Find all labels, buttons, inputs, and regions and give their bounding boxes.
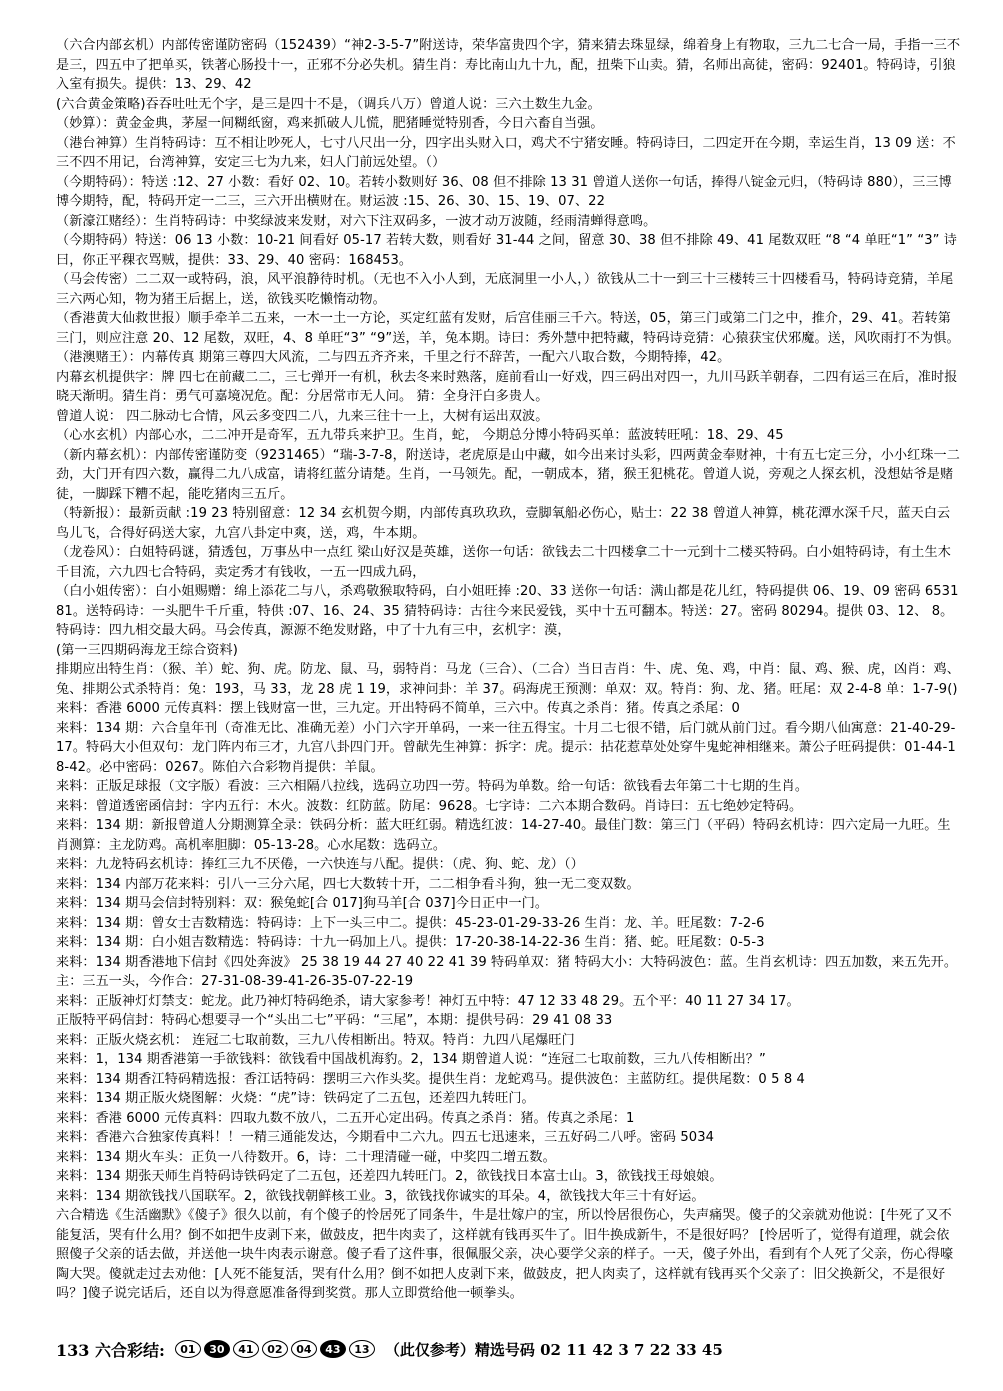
text-paragraph: （港澳赌王）：内幕传真 期第三尊四大风流，二与四五齐齐来，千里之行不辞苦，一配六八取合数，今期特捧，42。 bbox=[56, 350, 731, 365]
text-paragraph: 来料：134 期：六合皇年刊（奇准无比、准确无差）小门六字开单码，一来一往五得宝。十月二七很不错，后门就从前门过。看今期八仙寓意：21-40-29-17。特码大小但双句：龙门阵内布三才，九宫八卦四门开。曾献先生神算：拆字：虎。提示：拈花惹草处处穿牛鬼蛇神相继来。萧公子旺码提供：01-44-18-42。必中密码：0267。陈伯六合彩物肖提供：羊鼠。 bbox=[56, 720, 956, 775]
result-ball: 43 bbox=[320, 1340, 346, 1358]
text-paragraph: （六合内部玄机）内部传密谨防密码（152439）“神2-3-5-7”附送诗，荣华富贵四个字，猜来猜去珠显绿，绵着身上有物取，三九二七合一局，手指一三不是三，四五中了把单买，铁著心肠投十一，正邪不分必失机。猜生肖：寿比南山九十九，配，扭柴下山卖。猜，名师出高徒，密码：92401。特码诗，引狼入室有损失。提供：13、29、42 bbox=[56, 38, 961, 92]
text-paragraph: （特新报）：最新贡献 :19 23 特别留意：12 34 玄机贺今期，内部传真玖玖玖，壹脚氧船必伤心，贴士：22 38 曾道人神算，桃花潭水深千尺，蓝天白云鸟儿飞，合得好码送大家，九宫八卦定中爽，送，鸡，牛本期。 bbox=[56, 506, 951, 541]
text-paragraph: （龙卷风）：白姐特码谜，猜透包，万事丛中一点红 梁山好汉是英雄，送你一句话：欲钱去二十四楼拿二十一元到十二楼买特码。白小姐特码诗，有土生木千目流，六九四七合特码，卖定秀才有钱收，一五一四成九码， bbox=[56, 545, 951, 580]
text-paragraph: （今期特码）特送：06 13 小数：10-21 间看好 05-17 若转大数，则看好 31-44 之间，留意 30、38 但不排除 49、41 尾数双旺 “8 “4 单旺“1” “3” 诗曰，你正平稞衣骂贼，提供：33、29、40 密码：168453。 bbox=[56, 233, 957, 268]
result-ball: 04 bbox=[291, 1340, 317, 1358]
text-paragraph: 曾道人说： 四二脉动七合情，风云多变四二八，九来三往十一上，大树有运出双波。 bbox=[56, 408, 549, 424]
result-note: （此仅参考）精选号码 02 11 42 3 7 22 33 45 bbox=[384, 1340, 723, 1359]
text-paragraph: 来料：134 期香港地下信封《四处奔波》 25 38 19 44 27 40 22 41 39 特码单双：猪 特码大小：大特码波色：蓝。生肖玄机诗：四五加数，来五先开。主：三五一头，今作合：27-31-08-39-41-26-35-07-22-19 bbox=[56, 954, 958, 989]
text-paragraph: 来料：正版神灯灯禁支：蛇龙。此乃神灯特码绝杀，请大家参考！神灯五中特：47 12 33 48 29。五个平：40 11 27 34 17。 bbox=[56, 993, 800, 1009]
text-paragraph: 来料：曾道透密函信封：字内五行：木火。波数：红防蓝。防尾：9628。七字诗：二六本期合数码。肖诗曰：五七绝妙定特码。 bbox=[56, 798, 803, 814]
result-ball: 13 bbox=[349, 1340, 375, 1358]
text-paragraph: （妙算）：黄金金典，茅屋一间糊纸窗，鸡来抓破人儿慌，肥猪睡觉特别香，今日六畜自当强。 bbox=[56, 116, 604, 131]
text-paragraph: 来料：134 内部万花来料：引八一三分六尾，四七大数转十开，二二相争看斗狗，独一无二变双数。 bbox=[56, 876, 640, 892]
text-paragraph: 来料：香港 6000 元传真料：四取九数不放八，二五开心定出码。传真之杀肖：猪。传真之杀尾：1 bbox=[56, 1110, 635, 1126]
document-body bbox=[56, 36, 961, 1304]
text-paragraph: 来料：134 期欲钱找八国联军。2，欲钱找朝鲜核工业。3，欲钱找你诚实的耳朵。4，欲钱找大年三十有好运。 bbox=[56, 1188, 705, 1204]
text-paragraph: 来料：1，134 期香港第一手欲钱料：欲钱看中国战机海豹。2，134 期曾道人说：“连冠二七取前数，三九八传相断出？” bbox=[56, 1052, 766, 1067]
text-paragraph: 来料：134 期：白小姐吉数精选：特码诗：十九一码加上八。提供：17-20-38-14-22-36 生肖：猪、蛇。旺尾数：0-5-3 bbox=[56, 935, 765, 950]
result-footer bbox=[56, 1336, 961, 1362]
result-lead: 133 六合彩结: bbox=[56, 1340, 165, 1360]
result-ball: 30 bbox=[204, 1340, 230, 1358]
text-paragraph: (六合黄金策略)吞吞吐吐无个字，是三是四十不是，（调兵八万）曾道人说：三六土数生九金。 bbox=[56, 96, 601, 112]
text-paragraph: 来料：134 期正版火烧图解：火烧：“虎”诗：铁码定了二五包，还差四九转旺门。 bbox=[56, 1091, 535, 1106]
text-paragraph: （港台神算）生肖特码诗：互不相让吵死人，七寸八尺出一分，四字出头财入口，鸡犬不宁猪安睡。特码诗曰，二四定开在今期，幸运生肖，13 09 送：不三不四不用记，台湾神算，安定三七为九来，妇人门前远处望。（） bbox=[56, 135, 956, 170]
text-paragraph: （今期特码）：特送 :12、27 小数：看好 02、10。若转小数则好 36、08 但不排除 13 31 曾道人送你一句话，捧得八锭金元归，（特码诗 880），三三博博今期特，配，特码开定一二三，三六开出横财在。财运波 :15、26、30、15、19、07、22 bbox=[56, 174, 952, 209]
text-paragraph: (第一三四期码海龙王综合资料) bbox=[56, 642, 238, 658]
text-paragraph: 内幕玄机提供字：牌 四七在前藏二二，三七弹开一有机，秋去冬来时熟落，庭前看山一好戏，四三码出对四一，九川马跃羊朝春，二四有运三在后，准时报晓天渐明。猜生肖：勇气可嘉境况危。配：分居常市无人问。 猜：全身汗白多贵人。 bbox=[56, 369, 958, 404]
text-paragraph: 六合精选《生活幽默》《傻子》很久以前，有个傻子的怜居死了同条牛，牛是壮嫁户的宝，所以怜居很伤心，失声痛哭。傻子的父亲就劝他说：[牛死了又不能复活，哭有什么用？倒不如把牛皮剥下来，做鼓皮，把牛肉卖了，这样就有钱再买牛了。旧牛换成新牛，不是很好吗？ [怜居听了，觉得有道理，就会依照傻子父亲的话去做，并送他一块牛肉表示谢意。傻子看了这件事，很佩服父亲，决心要学父亲的样子。一天，傻子外出，看到有个人死了父亲，伤心得嚎陶大哭。傻就走过去劝他：[人死不能复活，哭有什么用？倒不如把人皮剥下来，做鼓皮，把人肉卖了，这样就有钱再买个父亲了：旧父换新父，不是很好吗？]傻子说完话后，还自以为得意愿准备得到奖赏。那人立即赏给他一顿拳头。 bbox=[56, 1208, 954, 1301]
text-paragraph: 来料：134 期火车头：正负一八待数开。6，诗：二十理清碰一碰，中奖四二增五数。 bbox=[56, 1149, 556, 1165]
text-paragraph: 来料：香港 6000 元传真料：摆上钱财富一世，三九定。开出特码不简单，三六中。传真之杀肖：猪。传真之杀尾：0 bbox=[56, 701, 740, 716]
text-paragraph: 来料：134 期马会信封特别料：双：猴兔蛇[合 017]狗马羊[合 037]今日正中一门。 bbox=[56, 896, 549, 911]
text-paragraph: 来料：134 期：曾女士吉数精选：特码诗：上下一头三中二。提供：45-23-01-29-33-26 生肖：龙、羊。旺尾数：7-2-6 bbox=[56, 915, 765, 931]
text-paragraph: 排期应出特生肖：（猴、羊）蛇、狗、虎。防龙、鼠、马，弱特肖：马龙（三合）、（二合）当日吉肖：牛、虎、兔、鸡，中肖：鼠、鸡、猴、虎，凶肖：鸡、兔、排期公式杀特肖：兔：193，马 33，龙 28 虎 1 19，求神问卦：羊 37。码海虎王预测：单双：双。特肖：狗、龙、猪。旺尾：双 2-4-8 单：1-7-9() bbox=[56, 662, 960, 697]
text-paragraph: 来料：134 期张天师生肖特码诗铁码定了二五包，还差四九转旺门。2，欲钱找日本富士山。3，欲钱找王母娘娘。 bbox=[56, 1169, 723, 1184]
text-paragraph: （香港黄大仙救世报）顺手牵羊二五来，一木一土一方论，买定红蓝有发财，后宫佳丽三千六。特送，05，第三门或第二门之中，推介，29、41。若转第三门，则应注意 20、12 尾数，双旺，4、8 单旺“3” “9”送，羊，兔本期。诗曰：秀外慧中把特藏，特码诗竞猜：心猿获宝伏邪魔。送，风吹雨打不为惧。 bbox=[56, 311, 960, 346]
text-paragraph: （马会传密）二二双一或特码，浪，风平浪静待时机。（无也不入小人到，无底洞里一小人，）欲钱从二十一到三十三楼转三十四楼看马，特码诗竞猜，羊尾三六两心知，物为猪王后据上，送，欲钱买吃懒惰动物。 bbox=[56, 272, 954, 307]
text-paragraph: 来料：134 期香江特码精选报：香江话特码：摆明三六作头奖。提供生肖：龙蛇鸡马。提供波色：主蓝防红。提供尾数：0 5 8 4 bbox=[56, 1071, 805, 1087]
text-paragraph: 来料：正版足球报（文字版）看波：三六相隔八拉线，选码立功四一劳。特码为单数。给一句话：欲钱看去年第二十七期的生肖。 bbox=[56, 779, 809, 794]
result-ball: 02 bbox=[262, 1340, 288, 1358]
text-paragraph: 来料：正版火烧玄机： 连冠二七取前数，三九八传相断出。特双。特肖：九四八尾爆旺门 bbox=[56, 1032, 575, 1048]
text-paragraph: （新内幕玄机）：内部传密谨防变（9231465）“瑞-3-7-8，附送诗，老虎原是山中藏，如今出来讨头彩，四两黄金奉财神，十有五七定三分，小小红珠一二劲，大门开有四六数，赢得二九八成富，请将红蓝分请楚。生肖，一马领先。配，一朝成本，猪，猴王犯桃花。曾道人说，旁观之人探玄机，没想姑爷是赌徒，一脚踩下糟不起，能吃猪肉三五斤。 bbox=[56, 447, 960, 502]
text-paragraph: （新濠江赌经）：生肖特码诗：中奖绿波来发财，对六下注双码多，一波才动万波随，经雨清蝉得意鸣。 bbox=[56, 213, 657, 229]
result-ball: 01 bbox=[175, 1340, 201, 1358]
text-paragraph: 来料：九龙特码玄机诗：捧红三九不厌倦，一六快连与八配。提供：（虎、狗、蛇、龙）（） bbox=[56, 857, 584, 872]
result-balls bbox=[175, 1340, 375, 1358]
text-paragraph: 正版特平码信封：特码心想要寻一个“头出二七”平码：“三尾”，本期：提供号码：29 41 08 33 bbox=[56, 1013, 613, 1028]
text-paragraph: （心水玄机）内部心水，二二冲开是奇军，五九带兵来护卫。生肖，蛇， 今期总分博小特码买单：蓝波转旺吼：18、29、45 bbox=[56, 428, 784, 443]
text-paragraph: 来料：134 期：新报曾道人分期测算全录：铁码分析：蓝大旺红弱。精选红波：14-27-40。最佳门数：第三门（平码）特码玄机诗：四六定局一九旺。生肖测算：主龙防鸡。高机率胆脚：05-13-28。心水尾数：选码立。 bbox=[56, 818, 951, 853]
text-paragraph: （白小姐传密）：白小姐赐赠：绵上添花二与八，杀鸡敬猴取特码，白小姐旺捧 :20、33 送你一句话：满山都是花儿红，特码提供 06、19、09 密码 653181。送特码诗：一头肥牛千斤重，特供 :07、16、24、35 猜特码诗：古往今来民爱钱，买中十五可翻本。特送：27。密码 80294。提供 03、12、 8。特码诗：四九相交最大码。马会传真，源源不绝发财路，中了十九有三中，玄机字：漠， bbox=[56, 584, 959, 638]
result-ball: 41 bbox=[233, 1340, 259, 1358]
text-paragraph: 来料：香港六合独家传真料！！一精三通能发达，今期看中二六九。四五七迅速来，三五好码二八呼。密码 5034 bbox=[56, 1130, 715, 1145]
